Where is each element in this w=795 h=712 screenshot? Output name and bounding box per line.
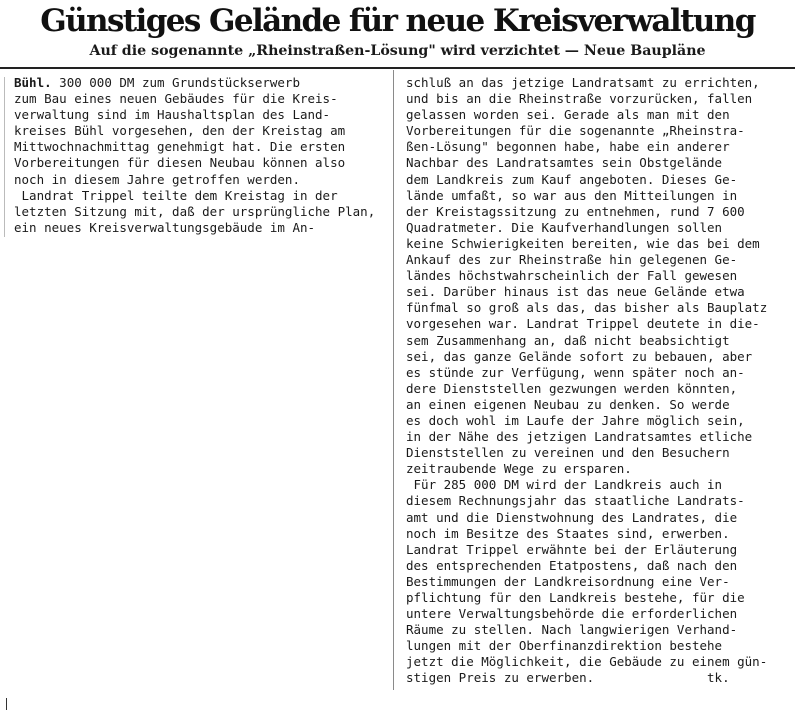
text-line: und bis an die Rheinstraße vorzurücken, fallen — [406, 91, 753, 107]
text-line: Landrat Trippel teilte dem Kreistag in der — [14, 187, 338, 203]
headline-rule — [0, 67, 795, 69]
text-line: Bestimmungen der Landkreisordnung eine Ver- — [406, 573, 730, 589]
text-line: diesem Rechnungsjahr das staatliche Landrats- — [406, 493, 745, 509]
text-line: des entsprechenden Etatpostens, daß nach den — [406, 557, 738, 573]
text-line: lände umfaßt, so war aus den Mitteilungen in — [406, 187, 738, 203]
text-line: verwaltung sind im Haushaltsplan des Land- — [14, 107, 331, 123]
text-line: noch in diesem Jahre getroffen werden. — [14, 171, 300, 187]
text-line: Dienststellen zu vereinen und den Besuchern — [406, 445, 730, 461]
text-line: Nachbar des Landratsamtes sein Obstgelände — [406, 155, 723, 171]
text-line: dere Dienststellen gezwungen werden könnten, — [406, 380, 738, 396]
text-line: schluß an das jetzige Landratsamt zu errichten, — [406, 75, 760, 90]
left-column — [14, 75, 384, 236]
text-line: es doch wohl im Laufe der Jahre möglich sein, — [406, 412, 745, 428]
text-line: stigen Preis zu erwerben. tk. — [406, 670, 730, 686]
text-line: vorgesehen war. Landrat Trippel deutete in die- — [406, 316, 760, 332]
headline: Günstiges Gelände für neue Kreisverwaltung — [40, 3, 755, 39]
text-line: pflichtung für den Landkreis bestehe, für die — [406, 590, 745, 605]
text-line: an einen eigenen Neubau zu denken. So werde — [406, 396, 730, 412]
text-line: jetzt die Möglichkeit, die Gebäude zu einem gün- — [406, 654, 768, 670]
text-line: der Kreistagssitzung zu entnehmen, rund 7 600 — [406, 203, 745, 219]
text-line: ländes höchstwahrscheinlich der Fall gewesen — [406, 268, 738, 284]
column-edge-line — [4, 77, 5, 237]
column-divider — [393, 70, 394, 690]
text-line: dem Landkreis zum Kauf angeboten. Dieses Ge- — [406, 171, 738, 187]
text-line: zeitraubende Wege zu ersparen. — [406, 461, 632, 477]
text-line: sei, das ganze Gelände sofort zu bebauen, aber — [406, 348, 753, 364]
text-line: Quadratmeter. Die Kaufverhandlungen sollen — [406, 219, 723, 235]
text-line: Für 285 000 DM wird der Landkreis auch in — [406, 477, 723, 493]
text-line: sem Zusammenhang an, daß nicht beabsichtigt — [406, 332, 730, 348]
text-line: Räume zu stellen. Nach langwierigen Verhand- — [406, 622, 738, 638]
text-line: es stünde zur Verfügung, wenn später noch an- — [406, 364, 745, 380]
text-line: keine Schwierigkeiten bereiten, wie das bei dem — [406, 235, 760, 251]
text-line: Vorbereitungen für diesen Neubau können also — [14, 155, 346, 171]
subheadline: Auf die sogenannte „Rheinstraßen-Lösung" wird verzichtet — Neue Baupläne — [89, 43, 706, 59]
text-line: kreises Bühl vorgesehen, den der Kreistag am — [14, 123, 346, 139]
text-line: Mittwochnachmittag genehmigt hat. Die ersten — [14, 139, 346, 155]
text-line: noch im Besitze des Staates sind, erwerben. — [406, 525, 730, 541]
text-line: zum Bau eines neuen Gebäudes für die Kreis- — [14, 91, 338, 107]
text-line: ßen-Lösung" begonnen habe, habe ein anderer — [406, 139, 730, 155]
text-line: gelassen worden sei. Gerade als man mit den — [406, 107, 730, 123]
text-line: Bühl. 300 000 DM zum Grundstückserwerb — [14, 75, 300, 90]
text-line: fünfmal so groß als das, das bisher als Bauplatz — [406, 300, 768, 316]
text-line: untere Verwaltungsbehörde die erforderlichen — [406, 606, 738, 622]
dateline: Bühl. — [14, 75, 52, 90]
text-line: Ankauf des zur Rheinstraße hin gelegenen Ge- — [406, 252, 738, 268]
page-edge-mark — [6, 698, 7, 710]
text-line: sei. Darüber hinaus ist das neue Gelände etwa — [406, 284, 745, 300]
text-line: in der Nähe des jetzigen Landratsamtes etliche — [406, 429, 753, 445]
text-line: Landrat Trippel erwähnte bei der Erläuterung — [406, 541, 738, 557]
text-line: letzten Sitzung mit, daß der ursprüngliche Plan, — [14, 203, 376, 219]
right-column — [406, 75, 786, 687]
text-line: Vorbereitungen für die sogenannte „Rheinstra- — [406, 123, 745, 139]
text-line: lungen mit der Oberfinanzdirektion bestehe — [406, 638, 723, 654]
text-line: ein neues Kreisverwaltungsgebäude im An- — [14, 219, 316, 235]
text-line: amt und die Dienstwohnung des Landrates, die — [406, 509, 738, 525]
